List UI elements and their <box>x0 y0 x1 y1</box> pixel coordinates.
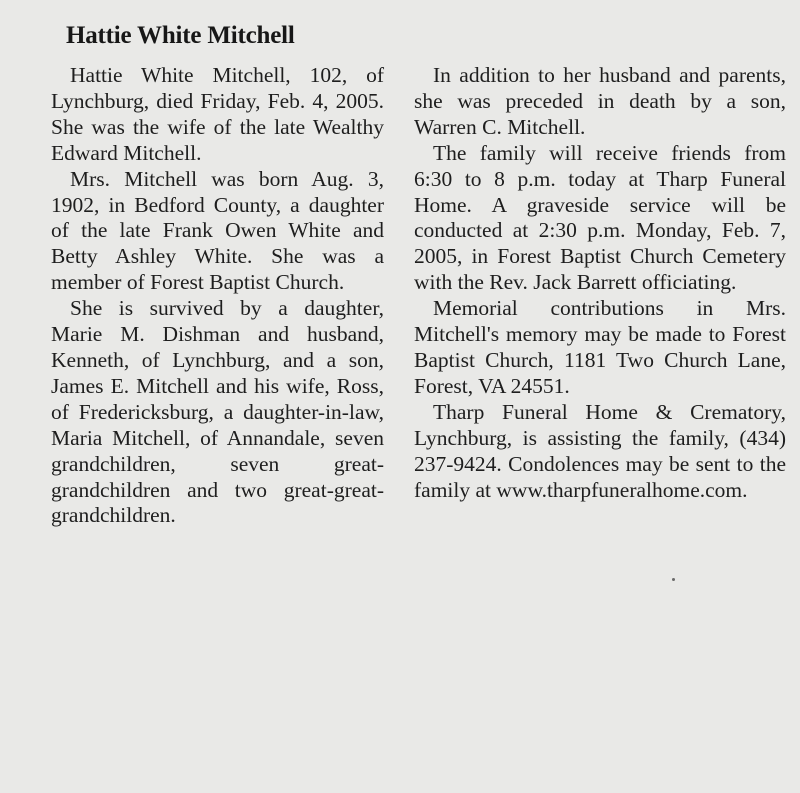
left-column <box>51 63 384 529</box>
obituary-headline: Hattie White Mitchell <box>66 22 295 49</box>
paragraph-death-notice: Hattie White Mitchell, 102, of Lynchburg, died Friday, Feb. 4, 2005. She was the wife of the late Wealthy Edward Mitchell. <box>51 63 384 165</box>
paragraph-survivors: She is survived by a daughter, Marie M. Dishman and husband, Kenneth, of Lynchburg, and a son, James E. Mitchell and his wife, Ross, of Fredericksburg, a daughter-in-law, Maria Mitchell, of Annandale, seven grandchildren, seven great-grandchildren and two great-great-grandchildren. <box>51 296 384 528</box>
paragraph-preceded-in-death: In addition to her husband and parents, she was preceded in death by a son, Warren C. Mitchell. <box>414 63 786 139</box>
right-column <box>414 63 786 503</box>
paragraph-memorial-contributions: Memorial contributions in Mrs. Mitchell's memory may be made to Forest Baptist Church, 1181 Two Church Lane, Forest, VA 24551. <box>414 296 786 398</box>
paragraph-service-details: The family will receive friends from 6:30 to 8 p.m. today at Tharp Funeral Home. A graveside service will be conducted at 2:30 p.m. Monday, Feb. 7, 2005, in Forest Baptist Church Cemetery with the Rev. Jack Barrett officiating. <box>414 140 786 295</box>
paragraph-birth-family: Mrs. Mitchell was born Aug. 3, 1902, in Bedford County, a daughter of the late Frank Owen White and Betty Ashley White. She was a member of Forest Baptist Church. <box>51 166 384 295</box>
paragraph-funeral-home: Tharp Funeral Home & Crematory, Lynchburg, is assisting the family, (434) 237-9424. Condolences may be sent to the family at www.tharpfuneralhome.com. <box>414 399 786 502</box>
print-speck <box>672 578 675 581</box>
